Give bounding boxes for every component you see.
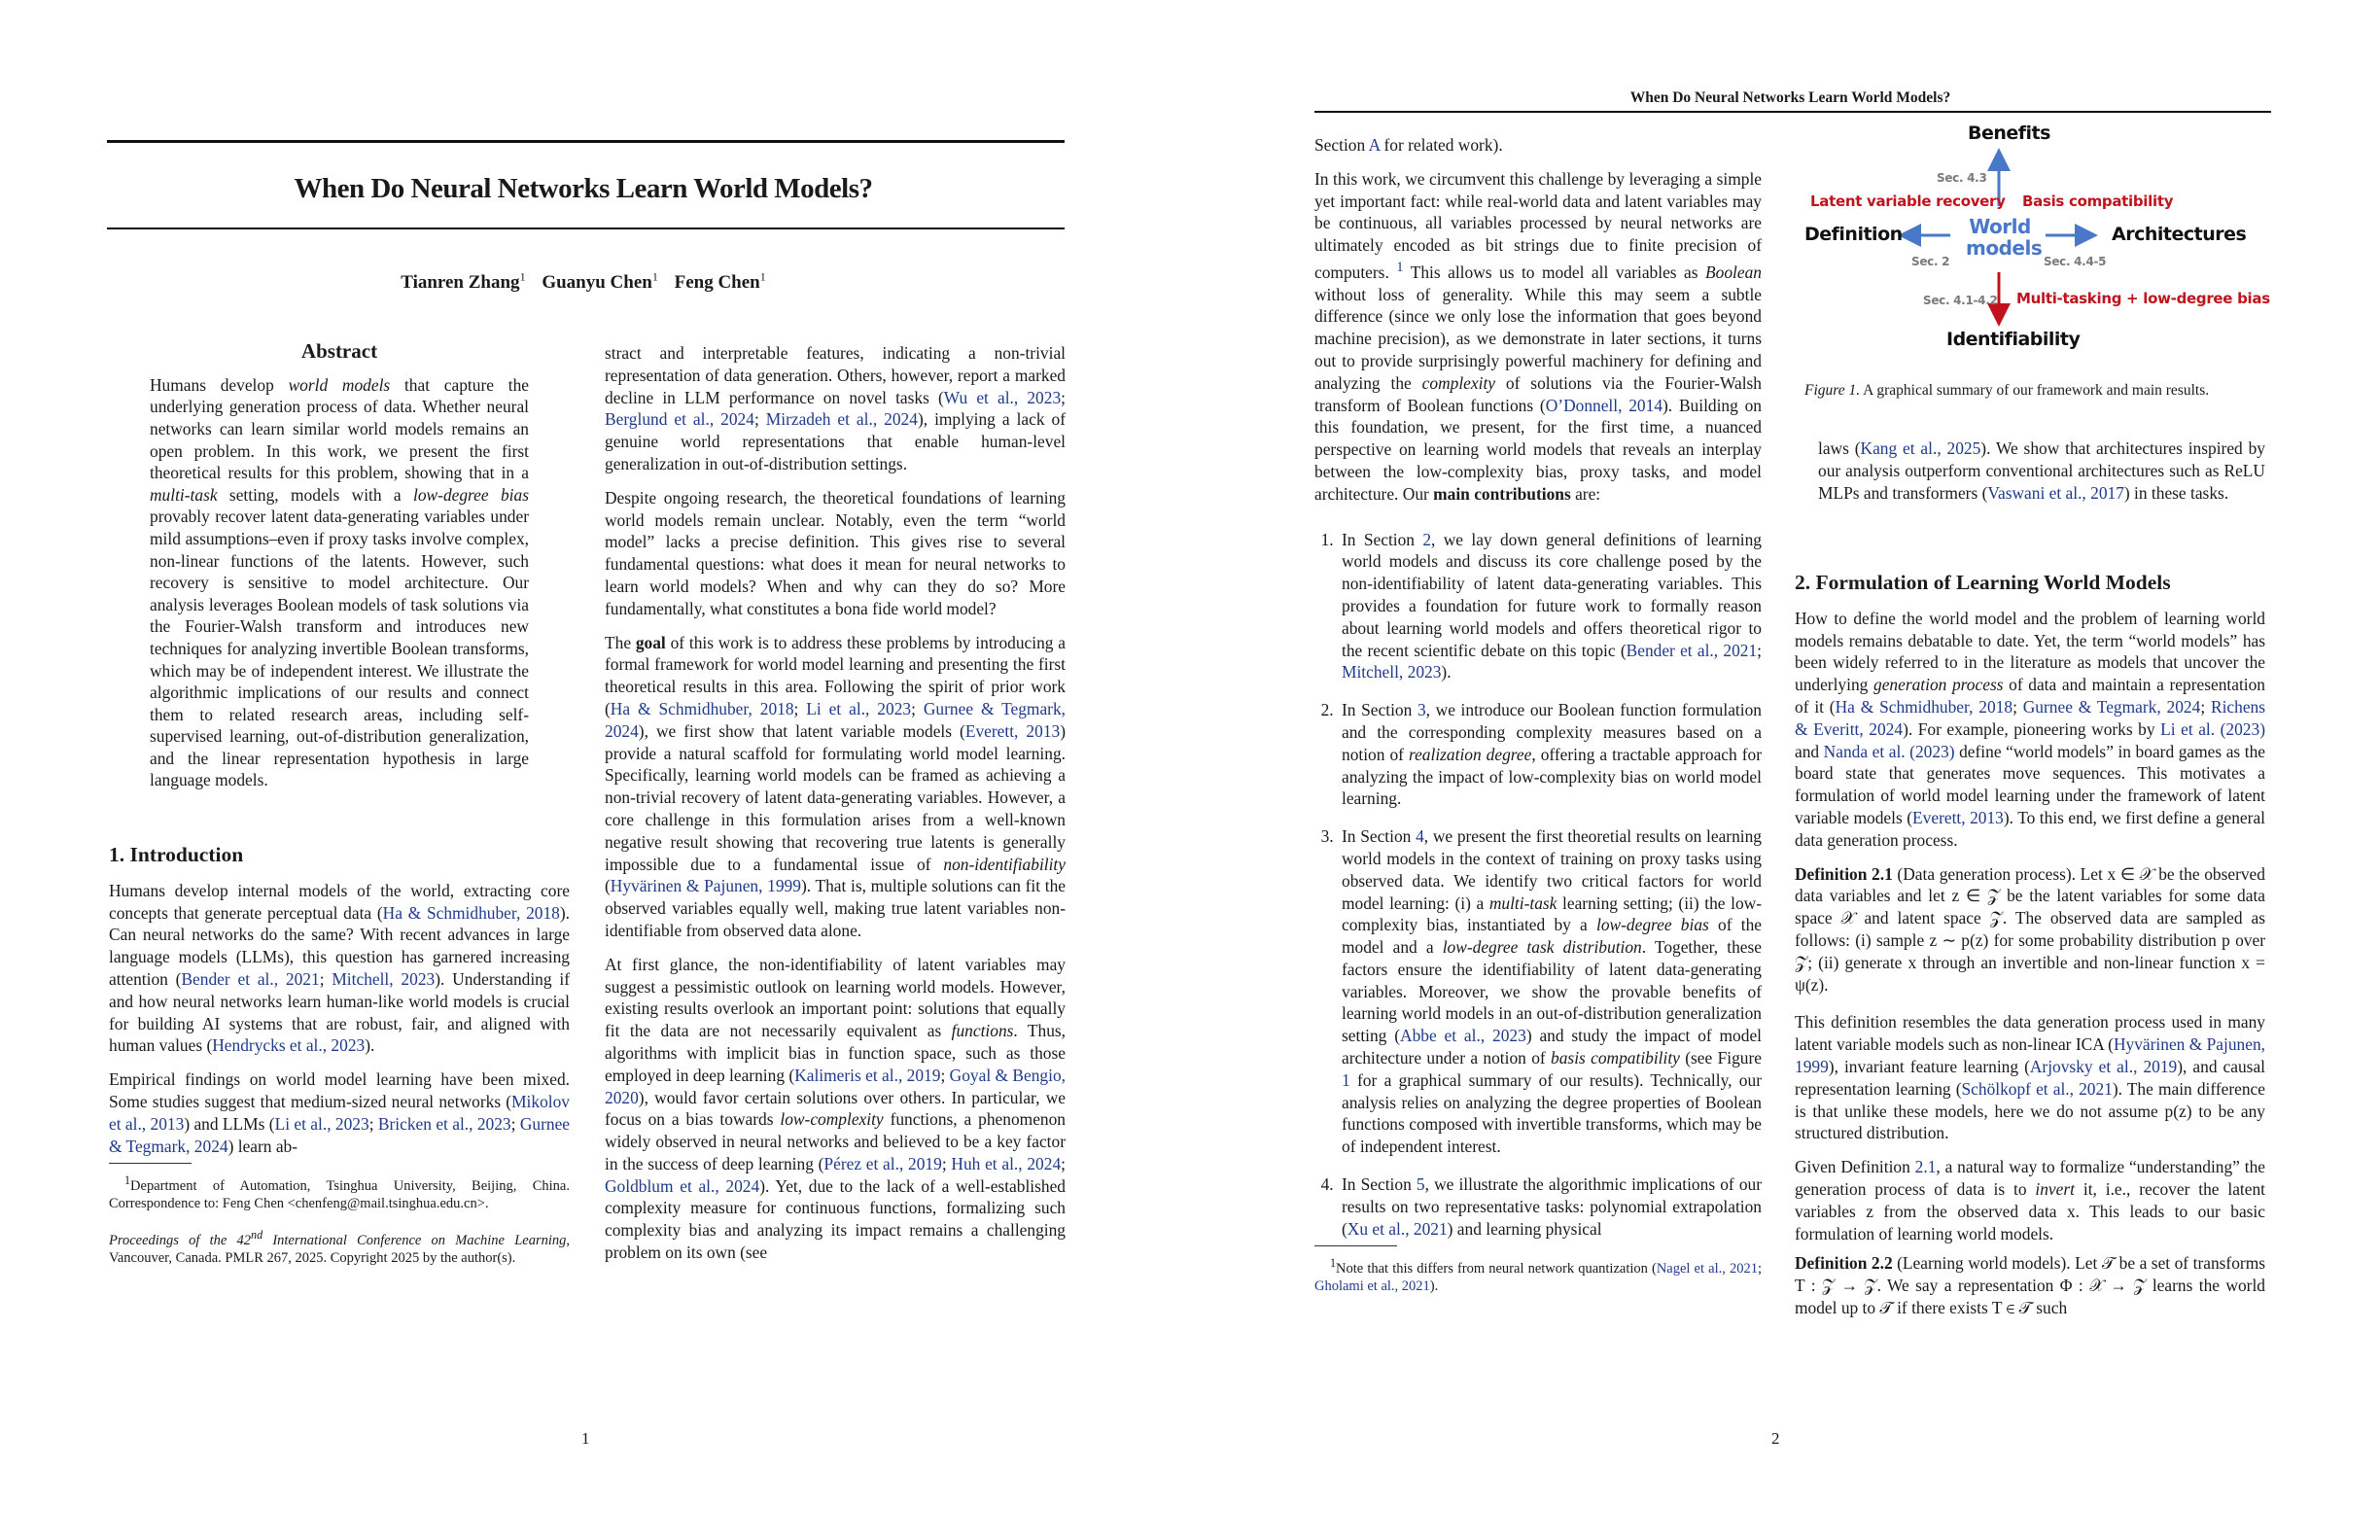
abstract-heading: Abstract — [300, 339, 378, 363]
citation-link[interactable]: O’Donnell, 2014 — [1545, 395, 1663, 415]
header-rule — [1314, 111, 2271, 113]
citation-link[interactable]: Ha & Schmidhuber, 2018 — [610, 698, 794, 718]
contribution-item: 2. In Section 3, we introduce our Boolean function formulation and the corresponding complexity measures based on a notion of realization degree, offering a tractable approach for analyzing the impact of low-complexity bias on world model learning. — [1338, 699, 1762, 810]
page-number: 1 — [581, 1429, 590, 1448]
title-top-rule — [107, 140, 1065, 143]
intro-paragraph-1: Humans develop internal models of the world, extracting core concepts that generate perceptual data (Ha & Schmidhuber, 2018). Can neural networks do the same? With recent advances in large language models (LLMs), this question has garnered increasing attention (Bender et al., 2021; Mitchell, 2023). Understanding if and how neural networks learn human-like world models is crucial for building AI systems that are robust, fair, and aligned with human values (Hendrycks et al., 2023). — [109, 880, 570, 1056]
node-benefits: Benefits — [1968, 122, 2050, 144]
citation-link[interactable]: Ha & Schmidhuber, 2018 — [1835, 696, 2013, 717]
paragraph: This definition resembles the data generation process used in many latent variable models such as non-linear ICA (Hyvärinen & Pajunen, 1999), invariant feature learning (Arjovsky et al., 2019), and causal representation learning (Schölkopf et al., 2021). The main difference is that unlike these models, here we do not assume p(z) to be any structured distribution. — [1795, 1012, 2265, 1143]
citation-link[interactable]: Goldblum et al., 2024 — [605, 1175, 760, 1196]
definition-2-1: Definition 2.1 (Data generation process). Let x ∈ 𝒳 be the observed data variables and let z ∈ 𝒵 be the latent variables for some data space 𝒳 and latent space 𝒵. The observed data are sampled as follows: (i) sample z ∼ p(z) for some probability distribution p over 𝒵; (ii) generate x through an invertible and non-linear function x = ψ(z). — [1795, 863, 2265, 995]
citation-link[interactable]: Richens & Everitt, 2024 — [1795, 696, 2266, 739]
figure-1-diagram — [1804, 122, 2271, 366]
author-list — [107, 270, 1060, 294]
paragraph: The goal of this work is to address these problems by introducing a formal framework for world model learning and presenting the first theoretical results in this area. Following the spirit of prior work (Ha & Schmidhuber, 2018; Li et al., 2023; Gurnee & Tegmark, 2024), we first show that latent variable models (Everett, 2013) provide a natural scaffold for formulating world model learning. Specifically, learning world models can be framed as achieving a non-trivial recovery of latent data-generating variables. However, a core challenge in this formulation arises from a well-known negative result showing that recovering true latents is generally impossible due to a fundamental issue of non-identifiability (Hyvärinen & Pajunen, 1999). That is, multiple solutions can fit the observed variables equally well, making true latent variables non-identifiable from observed data alone. — [605, 632, 1067, 940]
citation-link[interactable]: Everett, 2013 — [964, 720, 1061, 741]
footnote-divider — [1314, 1245, 1397, 1246]
section-link[interactable]: 2 — [1422, 529, 1432, 549]
edge-label-sec-4-3: Sec. 4.3 — [1937, 171, 1987, 185]
citation-link[interactable]: Arjovsky et al., 2019 — [2029, 1056, 2178, 1076]
affiliation-footnote: $^1$Department of Automation, Tsinghua University, Beijing, China. Correspondence to: Feng Chen <chenfeng@mail.tsinghua.edu.cn>. — [109, 1173, 570, 1212]
paragraph: How to define the world model and the problem of learning world models remains debatable to date. Yet, the term “world models” has been widely referred to in the literature as models that uncover the underlying generation process of data and maintain a representation of it (Ha & Schmidhuber, 2018; Gurnee & Tegmark, 2024; Richens & Everitt, 2024). For example, pioneering works by Li et al. (2023) and Nanda et al. (2023) define “world models” in board games as the board state that generates move sequences. This motivates a formulation of world model learning under the framework of latent variable models (Everett, 2013). To this end, we first define a general data generation process. — [1795, 608, 2266, 850]
page2-right-column-section2 — [1795, 572, 2265, 1331]
paragraph: Given Definition 2.1, a natural way to formalize “understanding” the generation process of data is to invert it, i.e., recover the latent variables z from the observed data x. This leads to our basic formulation of learning world models. — [1795, 1157, 2265, 1243]
section-heading-formulation: 2. Formulation of Learning World Models — [1795, 571, 2171, 594]
citation-link[interactable]: Bender et al., 2021 — [181, 969, 320, 990]
definition-2-2: Definition 2.2 (Learning world models). Let 𝒯 be a set of transforms T : 𝒵 → 𝒵. We say a representation Φ : 𝒳 → 𝒵 learns the world model up to 𝒯 if there exists T ∈ 𝒯 such — [1795, 1253, 2265, 1317]
figure-link[interactable]: 1 — [1342, 1069, 1350, 1090]
node-identifiability: Identifiability — [1946, 329, 2081, 350]
citation-link[interactable]: Mirzadeh et al., 2024 — [765, 409, 918, 430]
author: Feng Chen$^1$ — [674, 270, 766, 294]
edge-label-basis-compatibility: Basis compatibility — [2022, 192, 2174, 210]
citation-link[interactable]: Huh et al., 2024 — [951, 1153, 1062, 1173]
footnote-link[interactable]: 1 — [1396, 259, 1404, 275]
citation-link[interactable]: Li et al., 2023 — [806, 698, 912, 718]
citation-link[interactable]: Gurnee & Tegmark, 2024 — [605, 698, 1066, 741]
definition-link[interactable]: 2.1 — [1914, 1157, 1937, 1177]
paragraph: Despite ongoing research, the theoretical foundations of learning world models remain unclear. Notably, even the term “world model” lacks a precise definition. This gives rise to several fundamental questions: what does it mean for neural networks to learn world models? When and why can they do so? More fundamentally, what constitutes a bona fide world model? — [605, 487, 1066, 618]
citation-link[interactable]: Vaswani et al., 2017 — [1987, 482, 2124, 503]
citation-link[interactable]: Berglund et al., 2024 — [605, 409, 754, 430]
node-definition: Definition — [1804, 224, 1903, 245]
page1-right-column — [605, 342, 1066, 1276]
citation-link[interactable]: Mitchell, 2023 — [1342, 662, 1442, 682]
contribution-item: 1. In Section 2, we lay down general definitions of learning world models and discuss its core challenge posed by the non-identifiability of latent data-generating variables. This provides a foundation for future work to formally reason about learning world models and offers theoretical rigor to the recent scientific debate on this topic (Bender et al., 2021; Mitchell, 2023). — [1338, 529, 1762, 684]
section-heading-introduction: 1. Introduction — [109, 843, 244, 867]
page-number: 2 — [1771, 1429, 1780, 1448]
citation-link[interactable]: Nagel et al., 2021 — [1656, 1261, 1758, 1278]
citation-link[interactable]: Schölkopf et al., 2021 — [1961, 1078, 2113, 1099]
citation-link[interactable]: Ha & Schmidhuber, 2018 — [382, 902, 560, 923]
citation-link[interactable]: Abbe et al., 2023 — [1400, 1026, 1526, 1046]
citation-link[interactable]: Nanda et al. (2023) — [1823, 741, 1955, 761]
paragraph: In this work, we circumvent this challenge by leveraging a simple yet important fact: while real-world data and latent variables may be continuous, all variables processed by neural networks are ultimately encoded as bit strings due to finite precision of computers. $^1$ This allows us to model all variables as Boolean without loss of generality. While this may seem a subtle difference (since we only lose the information that goes beyond machine precision), as we demonstrate in later sections, it turns out to provide surprisingly powerful machinery for defining and analyzing the complexity of solutions via the Fourier-Walsh transform of Boolean functions (O’Donnell, 2014). Building on this foundation, we present, for the first time, a nuanced perspective on learning world models that reveals an interplay between the low-complexity bias, proxy tasks, and model architecture. Our main contributions are: — [1314, 168, 1763, 504]
citation-link[interactable]: Gurnee & Tegmark, 2024 — [109, 1113, 571, 1156]
page1-left-column — [109, 340, 570, 1278]
section-link[interactable]: 5 — [1416, 1174, 1425, 1195]
contribution-item: 3. In Section 4, we present the first theoretial results on learning world models in the context of training on proxy tasks using observed data. We identify two critical factors for world model learning: (i) a multi-task learning setting; (ii) the low-complexity bias, instantiated by a low-degree bias of the model and a low-degree task distribution. Together, these factors ensure the identifiability of latent data-generating variables. Moreover, we show the provable benefits of learning world models in an out-of-distribution generalization setting (Abbe et al., 2023) and study the impact of model architecture under a notion of basis compatibility (see Figure 1 for a graphical summary of our results). Technically, our analysis relies on analyzing the degree properties of Boolean functions composed with invertible transforms, which may be of independent interest. — [1338, 825, 1762, 1158]
citation-link[interactable]: Kalimeris et al., 2019 — [794, 1065, 941, 1085]
title-bottom-rule — [107, 228, 1065, 229]
citation-link[interactable]: Mikolov et al., 2013 — [109, 1092, 570, 1134]
citation-link[interactable]: Goyal & Bengio, 2020 — [605, 1065, 1067, 1107]
page2-right-column — [1818, 438, 2265, 542]
paper-title: When Do Neural Networks Learn World Models? — [294, 173, 873, 204]
citation-link[interactable]: Bender et al., 2021 — [1626, 640, 1758, 660]
figure-1-caption: Figure 1. A graphical summary of our framework and main results. — [1804, 382, 2210, 399]
edge-label-sec-4-1-4-2: Sec. 4.1-4.2 — [1923, 294, 1998, 307]
citation-link[interactable]: Hendrycks et al., 2023 — [212, 1035, 366, 1056]
footnote-divider — [109, 1163, 192, 1164]
section-link[interactable]: 3 — [1417, 700, 1426, 720]
citation-link[interactable]: Gholami et al., 2021 — [1314, 1278, 1430, 1295]
citation-link[interactable]: Li et al., 2023 — [274, 1113, 369, 1134]
section-link[interactable]: A — [1368, 135, 1381, 155]
edge-label-latent-recovery: Latent variable recovery — [1810, 192, 2006, 210]
citation-link[interactable]: Li et al. (2023) — [2160, 718, 2265, 739]
proceedings-note: Proceedings of the 42nd International Conference on Machine Learning, Vancouver, Canada. PMLR 267, 2025. Copyright 2025 by the author(s). — [109, 1228, 570, 1267]
node-architectures: Architectures — [2112, 224, 2247, 245]
running-header: When Do Neural Networks Learn World Models? — [1629, 89, 1951, 106]
edge-label-sec-4-4-5: Sec. 4.4-5 — [2044, 255, 2107, 268]
paragraph: Section A for related work). — [1314, 135, 1503, 155]
paragraph: stract and interpretable features, indicating a non-trivial representation of data generation. Others, however, report a marked decline in LLM performance on novel tasks (Wu et al., 2023; Berglund et al., 2024; Mirzadeh et al., 2024), implying a lack of genuine world representations that enable human-level generalization in out-of-distribution settings. — [605, 343, 1067, 473]
page2-left-column — [1314, 134, 1762, 1307]
edge-label-multitask: Multi-tasking + low-degree bias — [2016, 290, 2270, 307]
contribution-item: 4. In Section 5, we illustrate the algorithmic implications of our results on two representative tasks: polynomial extrapolation (Xu et al., 2021) and learning physical — [1338, 1173, 1762, 1240]
paragraph: laws (Kang et al., 2025). We show that architectures inspired by our analysis outperform conventional architectures such as ReLU MLPs and transformers (Vaswani et al., 2017) in these tasks. — [1818, 438, 2265, 503]
citation-link[interactable]: Hyvärinen & Pajunen, 1999 — [1795, 1034, 2265, 1076]
abstract-text: Humans develop world models that capture the underlying generation process of data. Whether neural networks can learn similar world models remains an open problem. In this work, we present the first theoretical results for this problem, showing that in a multi-task setting, models with a low-degree bias provably recover latent data-generating variables under mild assumptions–even if proxy tasks involve complex, non-linear functions of the latents. However, such recovery is sensitive to model architecture. Our analysis leverages Boolean models of task solutions via the Fourier-Walsh transform and introduces new techniques for analyzing invertible Boolean transforms, which may be of independent interest. We illustrate the algorithmic implications of our results and connect them to related research areas, including self-supervised learning, out-of-distribution generalization, and the linear representation hypothesis in large language models. — [150, 374, 529, 790]
citation-link[interactable]: Pérez et al., 2019 — [823, 1153, 942, 1173]
paragraph: At first glance, the non-identifiability of latent variables may suggest a pessimistic outlook on learning world models. However, existing results overlook an important point: solutions that equally fit the data are not necessarily equivalent as functions. Thus, algorithms with implicit bias in function space, such as those employed in deep learning (Kalimeris et al., 2019; Goyal & Bengio, 2020), would favor certain solutions over others. In particular, we focus on a bias towards low-complexity functions, a phenomenon widely observed in neural networks and believed to be a key factor in the success of deep learning (Pérez et al., 2019; Huh et al., 2024; Goldblum et al., 2024). Yet, due to the lack of a well-established complexity measure for continuous functions, formalizing such complexity bias and analyzing its impact remains a challenging problem on its own (see — [605, 954, 1067, 1263]
section-link[interactable]: 4 — [1416, 826, 1424, 847]
citation-link[interactable]: Bricken et al., 2023 — [377, 1113, 511, 1134]
author: Tianren Zhang$^1$ — [401, 270, 526, 294]
contributions-list — [1314, 529, 1762, 1241]
citation-link[interactable]: Wu et al., 2023 — [943, 387, 1062, 407]
author: Guanyu Chen$^1$ — [542, 270, 658, 294]
node-world-models: World models — [1966, 215, 2043, 260]
citation-link[interactable]: Hyvärinen & Pajunen, 1999 — [610, 876, 801, 896]
page-2 — [1190, 0, 2380, 1540]
citation-link[interactable]: Gurnee & Tegmark, 2024 — [2022, 696, 2201, 717]
citation-link[interactable]: Everett, 2013 — [1912, 807, 2004, 827]
intro-paragraph-2: Empirical findings on world model learning have been mixed. Some studies suggest that medium-sized neural networks (Mikolov et al., 2013) and LLMs (Li et al., 2023; Bricken et al., 2023; Gurnee & Tegmark, 2024) learn ab- — [109, 1069, 571, 1156]
citation-link[interactable]: Xu et al., 2021 — [1347, 1218, 1448, 1239]
edge-label-sec-2: Sec. 2 — [1911, 255, 1950, 268]
footnote: $^1$Note that this differs from neural network quantization (Nagel et al., 2021; Gholami et al., 2021). — [1314, 1256, 1762, 1295]
citation-link[interactable]: Mitchell, 2023 — [332, 969, 436, 990]
citation-link[interactable]: Kang et al., 2025 — [1860, 438, 1981, 458]
